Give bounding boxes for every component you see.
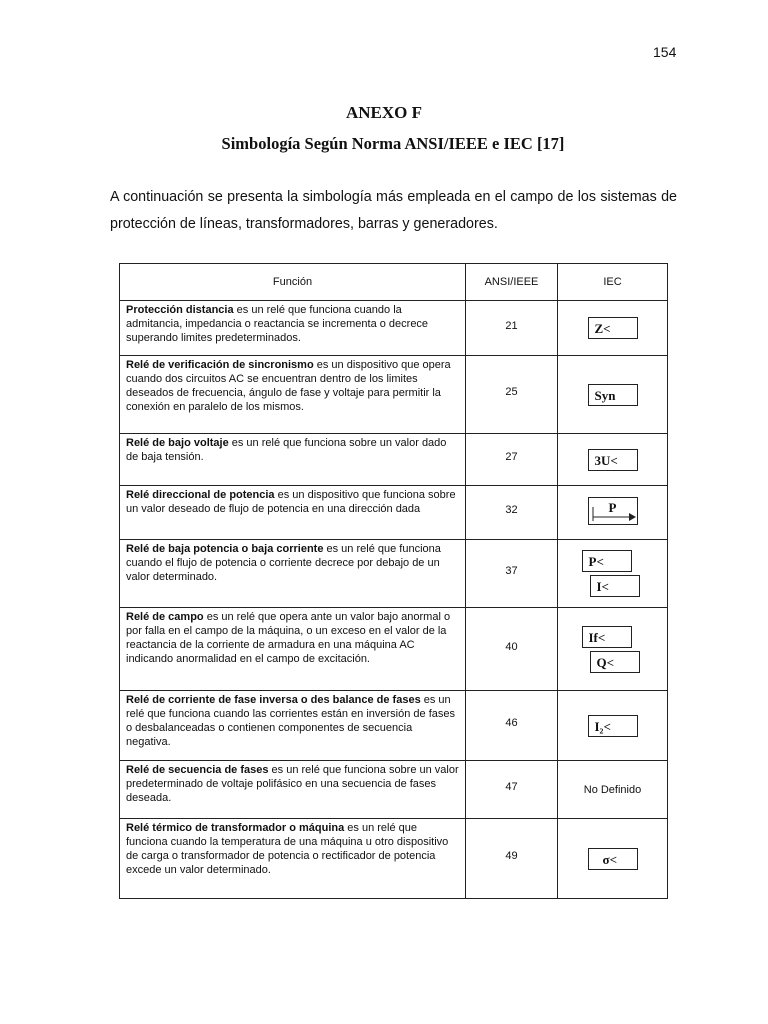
function-name: Relé de bajo voltaje xyxy=(126,437,229,449)
table-row xyxy=(120,540,668,608)
iec-cell xyxy=(558,691,668,761)
iec-symbol-box: I₂< xyxy=(588,715,638,737)
table-row xyxy=(120,819,668,899)
iec-cell xyxy=(558,486,668,540)
intro-paragraph: A continuación se presenta la simbología más empleada en el campo de los sistemas de protección de líneas, transformadores, barras y generadores. xyxy=(110,189,677,232)
ansi-code: 47 xyxy=(466,761,558,819)
iec-symbol-letter: P xyxy=(608,499,617,515)
table-row xyxy=(120,691,668,761)
function-name: Relé de secuencia de fases xyxy=(126,764,269,776)
ansi-code: 32 xyxy=(466,486,558,540)
function-name: Relé de corriente de fase inversa o des balance de fases xyxy=(126,694,421,706)
symbology-table xyxy=(119,263,668,899)
iec-symbol-box: P< xyxy=(582,550,632,572)
iec-symbol-stack xyxy=(558,550,667,597)
function-cell xyxy=(120,356,466,434)
iec-symbol-box: 3U< xyxy=(588,449,638,471)
function-cell xyxy=(120,301,466,356)
table-row xyxy=(120,301,668,356)
function-cell xyxy=(120,486,466,540)
ansi-code: 37 xyxy=(466,540,558,608)
function-name: Relé térmico de transformador o máquina xyxy=(126,822,345,834)
iec-symbol-box: If< xyxy=(582,626,632,648)
ansi-code: 21 xyxy=(466,301,558,356)
ansi-code: 49 xyxy=(466,819,558,899)
iec-symbol-box: Syn xyxy=(588,384,638,406)
iec-cell xyxy=(558,540,668,608)
iec-cell xyxy=(558,301,668,356)
header-iec: IEC xyxy=(558,264,668,301)
function-desc: es un relé que opera ante un valor bajo anormal o por falla en el campo de la máquina, o un exceso en el valor de la reactancia de la corriente de armadura en una máquina AC indicando anormalidad en el campo de excitación. xyxy=(126,611,451,665)
function-cell xyxy=(120,434,466,486)
function-cell xyxy=(120,691,466,761)
table-row xyxy=(120,761,668,819)
iec-cell xyxy=(558,434,668,486)
function-name: Relé de campo xyxy=(126,611,204,623)
function-desc: es un dispositivo que funciona sobre un valor deseado de flujo de potencia en una dirección dada xyxy=(126,489,456,515)
iec-directional-symbol xyxy=(588,497,638,525)
header-function: Función xyxy=(120,264,466,301)
ansi-code: 46 xyxy=(466,691,558,761)
table-row xyxy=(120,356,668,434)
function-name: Relé de baja potencia o baja corriente xyxy=(126,543,324,555)
function-name: Protección distancia xyxy=(126,304,234,316)
function-desc: es un dispositivo que opera cuando dos circuitos AC se encuentran dentro de los limites deseados de frecuencia, ángulo de fase y voltaje para permitir la conexión en paralelo de los mismos. xyxy=(126,359,451,413)
function-name: Relé direccional de potencia xyxy=(126,489,275,501)
function-desc: es un relé que funciona cuando el flujo de potencia o corriente decrece por debajo de un valor determinado. xyxy=(126,543,441,583)
function-desc: es un relé que funciona cuando las corrientes están en inversión de fases o desbalanceadas o contienen componentes de secuencia negativa. xyxy=(126,694,455,748)
function-desc: es un relé que funciona cuando la temperatura de una máquina u otro dispositivo de carga o transformador de potencia o rectificador de potencia excede un valor determinado. xyxy=(126,822,449,876)
function-cell xyxy=(120,608,466,691)
function-cell xyxy=(120,761,466,819)
function-name: Relé de verificación de sincronismo xyxy=(126,359,314,371)
ansi-code: 40 xyxy=(466,608,558,691)
table-row xyxy=(120,608,668,691)
iec-symbol-box: Q< xyxy=(590,651,640,673)
table-row xyxy=(120,434,668,486)
iec-symbol-box: I< xyxy=(590,575,640,597)
iec-cell xyxy=(558,608,668,691)
iec-cell xyxy=(558,356,668,434)
annex-subtitle: Simbología Según Norma ANSI/IEEE e IEC [17] xyxy=(221,134,565,153)
iec-cell xyxy=(558,819,668,899)
iec-symbol-box: Z< xyxy=(588,317,638,339)
ansi-code: 27 xyxy=(466,434,558,486)
page-number: 154 xyxy=(653,44,677,60)
table-header-row xyxy=(120,264,668,301)
iec-not-defined: No Definido xyxy=(558,761,668,819)
function-cell xyxy=(120,819,466,899)
function-cell xyxy=(120,540,466,608)
ansi-code: 25 xyxy=(466,356,558,434)
function-desc: es un relé que funciona cuando la admitancia, impedancia o reactancia se incrementa o decrece superando limites predeterminados. xyxy=(126,304,429,344)
table-row xyxy=(120,486,668,540)
header-ansi: ANSI/IEEE xyxy=(466,264,558,301)
function-desc: es un relé que funciona sobre un valor dado de baja tensión. xyxy=(126,437,447,463)
annex-title: ANEXO F xyxy=(345,103,423,122)
right-arrow-icon xyxy=(589,498,639,526)
iec-symbol-box: σ< xyxy=(588,848,638,870)
iec-symbol-stack xyxy=(558,626,667,673)
function-desc: es un relé que funciona sobre un valor predeterminado de voltaje polifásico en una secuencia de fases deseada. xyxy=(126,764,459,804)
